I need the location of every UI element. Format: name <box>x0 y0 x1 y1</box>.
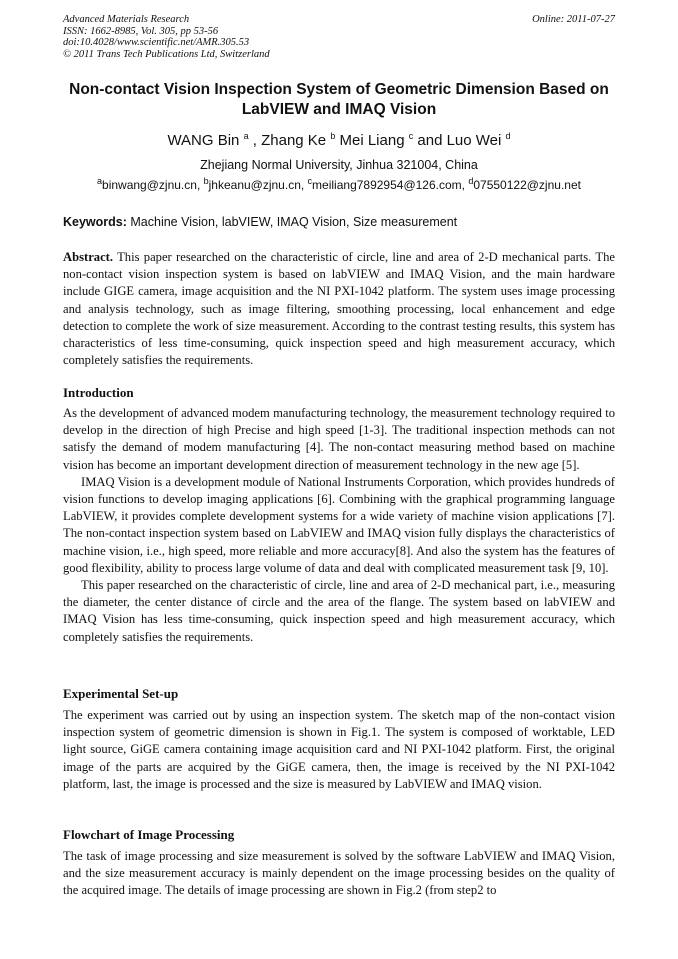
email-address: jhkeanu@zjnu.cn <box>208 178 301 192</box>
journal-header <box>63 14 615 60</box>
section-heading: Flowchart of Image Processing <box>63 827 235 842</box>
section-body <box>63 707 615 793</box>
paper-title: Non-contact Vision Inspection System of Geometric Dimension Based on LabVIEW and IMAQ Vision <box>69 81 609 118</box>
email-address: binwang@zjnu.cn <box>102 178 197 192</box>
author-name: Luo Wei <box>446 132 502 149</box>
author-sep: and <box>417 132 447 149</box>
section-heading: Introduction <box>63 385 134 400</box>
keywords-label: Keywords: <box>63 215 127 229</box>
doi: doi:10.4028/www.scientific.net/AMR.305.53 <box>63 37 250 49</box>
author-sup: b <box>330 131 336 141</box>
keywords-text: Machine Vision, labVIEW, IMAQ Vision, Size measurement <box>130 215 458 229</box>
section-heading: Experimental Set-up <box>63 686 179 701</box>
email-sup: c <box>307 176 313 186</box>
copyright: © 2011 Trans Tech Publications Ltd, Switzerland <box>63 48 270 60</box>
paragraph: IMAQ Vision is a development module of National Instruments Corporation, which provides hundreds of vision functions to develop imaging applications [6]. Combining with the graphical programming language LabVIEW, it provides complete development systems for a wide variety of machine vision applications [7]. The non-contact inspection system based on LabVIEW and IMAQ vision fully displays the characteristics of machine vision, i.e., high speed, more reliable and more accuracy[8]. And also the system has the features of good flexibility, ability to process large volume of data and deal with complicated measurement task [9, 10]. <box>63 474 615 575</box>
author-name: Mei Liang <box>339 132 405 149</box>
email-address: 07550122@zjnu.net <box>473 178 581 192</box>
author-sep: , <box>252 132 262 149</box>
paragraph: The experiment was carried out by using an inspection system. The sketch map of the non-contact vision inspection system of geometric dimension is shown in Fig.1. The system is composed of worktable, LED light source, GiGE camera containing image acquisition card and NI PXI-1042 platform. First, the original image of the parts are acquired by the GiGE camera, then, the image is received by the NI PXI-1042 platform, last, the image is processed and the size is measured by LabVIEW and IMAQ vision. <box>63 708 615 791</box>
paragraph: As the development of advanced modem manufacturing technology, the measurement technology required to develop in the direction of high Precise and high speed [1-3]. The traditional inspection methods can not satisfy the demand of modem manufacturing [4]. The non-contact measuring method based on machine vision has become an important development direction of measurement technology in the new age [5]. <box>63 406 615 472</box>
author-name: Zhang Ke <box>261 132 327 149</box>
email-sup: b <box>203 176 209 186</box>
email-list <box>0 177 678 193</box>
email-sup: d <box>468 176 474 186</box>
keywords <box>63 214 615 230</box>
section-body <box>63 848 615 900</box>
author-sup: d <box>505 131 511 141</box>
author-sup: c <box>408 131 414 141</box>
email-address: meiliang7892954@126.com <box>312 178 462 192</box>
affiliation: Zhejiang Normal University, Jinhua 321004, China <box>200 158 478 172</box>
email-sep: , <box>300 178 308 192</box>
author-sup: a <box>243 131 249 141</box>
paragraph: The task of image processing and size measurement is solved by the software LabVIEW and IMAQ Vision, and the size measurement accuracy is mainly dependent on the image processing besides on the quality of the acquired image. The details of image processing are shown in Fig.2 (from step2 to <box>63 849 615 898</box>
email-sep: , <box>196 178 204 192</box>
abstract-label: Abstract. <box>63 250 114 264</box>
abstract <box>63 249 615 369</box>
paragraph: This paper researched on the characteristic of circle, line and area of 2-D mechanical part, i.e., measuring the diameter, the center distance of circle and the area of the flange. The system based on labVIEW and IMAQ Vision has less time-consuming, quick inspection speed and high measurement accuracy, which completely satisfies the requirements. <box>63 578 615 644</box>
issn: ISSN: 1662-8985, Vol. 305, pp 53-56 <box>63 25 219 37</box>
author-list <box>0 131 678 150</box>
journal-name: Advanced Materials Research <box>63 14 190 25</box>
online-date: Online: 2011-07-27 <box>532 14 615 25</box>
abstract-text: This paper researched on the characteristic of circle, line and area of 2-D mechanical parts. The non-contact vision inspection system is based on labVIEW and IMAQ Vision, and the main hardware include GIGE camera, image acquisition and the NI PXI-1042 platform. The system uses image processing and analysis technology, such as image filtering, smoothing processing, local enhancement and edge detection to complete the work of size measurement. According to the contrast testing results, this system has characteristics of less time-consuming, quick inspection speed and high measurement accuracy, which completely satisfies the requirements. <box>63 250 615 368</box>
email-sep: , <box>461 178 469 192</box>
section-body <box>63 405 615 646</box>
email-sup: a <box>97 176 103 186</box>
author-name: WANG Bin <box>167 132 240 149</box>
